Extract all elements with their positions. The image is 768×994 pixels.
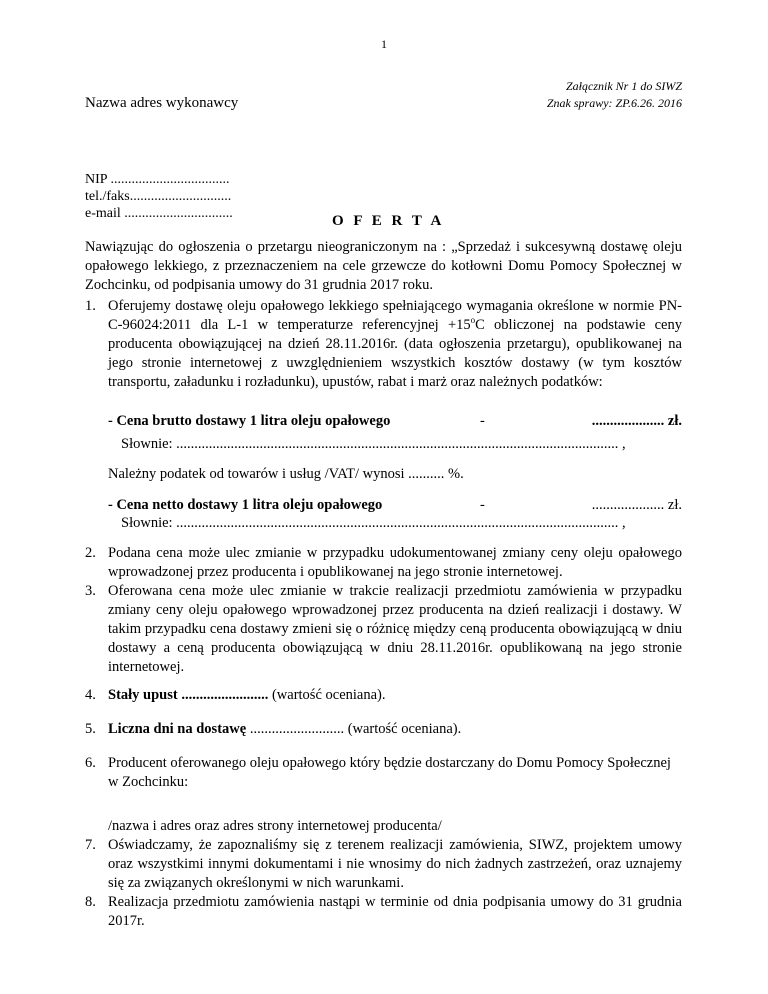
offer-item-1 — [85, 297, 682, 392]
offer-item-7 — [85, 836, 682, 893]
item-text: Oferowana cena może ulec zmianie w trakcie realizacji przedmiotu zamówienia w przypadku zmiany ceny oleju opałowego wprowadzonej przez producenta na dzień realizacji i dostawy. W takim przypadku cena dostawy zmieni się o różnicę między ceną producenta obowiązującą w dniu dostawy a ceną producenta obowiązującą w dniu 28.11.2016r. opublikowaną na jego stronie internetowej. — [108, 583, 682, 675]
offer-items-2-3 — [85, 544, 682, 677]
item-number: 3. — [85, 583, 96, 599]
net-price-dash: - — [480, 497, 485, 513]
contact-fields — [85, 171, 233, 222]
phone-fax-field: tel./faks............................. — [85, 189, 232, 204]
email-field: e-mail ............................... — [85, 206, 233, 221]
offer-item-3 — [85, 582, 682, 677]
item-text: Oświadczamy, że zapoznaliśmy się z terenem realizacji zamówienia, SIWZ, projektem umowy oraz wszystkimi innymi dokumentami i nie wnosimy do nich żadnych zastrzeżeń, oraz uznajemy się za związanych określonymi w nich warunkami. — [108, 837, 682, 891]
net-price-words: Słownie: .......................................................................................................................... , — [121, 515, 626, 531]
item-text: Producent oferowanego oleju opałowego który będzie dostarczany do Domu Pomocy Społecznej w Zochcinku: — [108, 755, 671, 790]
item-text: Realizacja przedmiotu zamówienia nastąpi w terminie od dnia podpisania umowy do 31 grudnia 2017r. — [108, 894, 682, 929]
item-number: 6. — [85, 755, 96, 771]
item-text: Liczna dni na dostawę .......................... (wartość oceniana). — [108, 721, 462, 737]
offer-item-4 — [85, 686, 682, 705]
offer-items-7-8 — [85, 836, 682, 931]
item-text: Oferujemy dostawę oleju opałowego lekkiego spełniającego wymagania określone w normie PN-C-96024:2011 dla L-1 w temperaturze referencyjnej $+15^oC$ obliczonej na podstawie ceny producenta obowiązującej na dzień 28.11.2016r. (data ogłoszenia przetargu), opublikowanej na jego stronie internetowej z uwzględnieniem wszystkich kosztów dostawy (w tym kosztów transportu, załadunku i rozładunku), upustów, rabat i marż oraz należnych podatków: — [108, 298, 682, 390]
offer-item-6 — [85, 754, 682, 792]
item-text: Podana cena może ulec zmianie w przypadku udokumentowanej zmiany ceny oleju opałowego wprowadzonej przez producenta i opublikowanej na jego stronie internetowej. — [108, 545, 682, 580]
nip-field: NIP .................................. — [85, 172, 230, 187]
net-price-value: .................... zł. — [591, 497, 682, 513]
vat-line: Należny podatek od towarów i usług /VAT/ wynosi .......... %. — [108, 466, 464, 482]
offer-item-2 — [85, 544, 682, 582]
delivery-days-label: Liczna dni na dostawę — [108, 721, 247, 737]
offer-item-8 — [85, 893, 682, 931]
item-number: 8. — [85, 894, 96, 910]
document-title: O F E R T A — [332, 213, 445, 229]
item-number: 7. — [85, 837, 96, 853]
annex-reference — [547, 78, 682, 112]
item-number: 5. — [85, 721, 96, 737]
discount-label: Stały upust ........................ — [108, 687, 269, 703]
net-price-row — [108, 496, 682, 515]
item-number: 2. — [85, 545, 96, 561]
intro-paragraph: Nawiązując do ogłoszenia o przetargu nieograniczonym na : „Sprzedaż i sukcesywną dostawę oleju opałowego lekkiego, z przeznaczeniem na cele grzewcze do kotłowni Domu Pomocy Społecznej w Zochcinku, od podpisania umowy do 31 grudnia 2017 roku. — [85, 239, 682, 293]
gross-price-dash: - — [480, 413, 485, 429]
gross-price-row — [108, 412, 682, 431]
gross-price-value: .................... zł. — [591, 413, 682, 429]
annex-line: Załącznik Nr 1 do SIWZ — [565, 79, 682, 93]
item-number: 4. — [85, 687, 96, 703]
case-number: Znak sprawy: ZP.6.26. 2016 — [546, 96, 682, 110]
producer-note: /nazwa i adres oraz adres strony internetowej producenta/ — [108, 818, 442, 834]
gross-price-label: - Cena brutto dostawy 1 litra oleju opałowego — [108, 413, 391, 429]
contractor-label: Nazwa adres wykonawcy — [85, 95, 239, 111]
item-text: Stały upust ........................ (wartość oceniana). — [108, 687, 386, 703]
net-price-label: - Cena netto dostawy 1 litra oleju opałowego — [108, 497, 383, 513]
item-number: 1. — [85, 298, 96, 314]
page-number: 1 — [381, 37, 387, 51]
offer-item-5 — [85, 720, 682, 739]
gross-price-words: Słownie: .......................................................................................................................... , — [121, 436, 626, 452]
